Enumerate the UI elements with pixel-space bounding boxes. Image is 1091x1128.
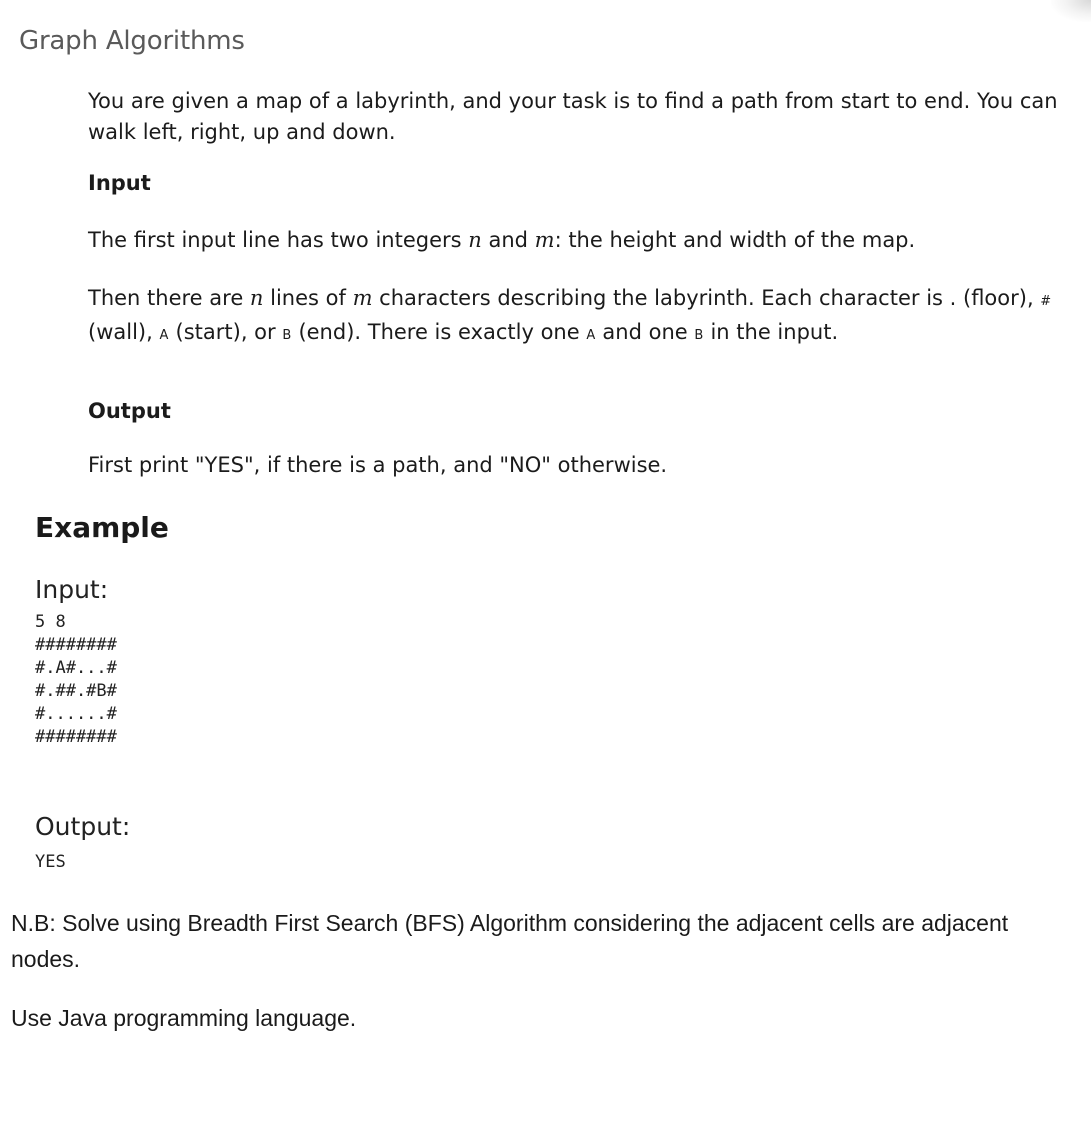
text-span: (end). There is exactly one — [291, 320, 587, 344]
text-span: and — [481, 228, 535, 252]
text-span: : the height and width of the map. — [554, 228, 916, 252]
text-span: characters describing the labyrinth. Each character is . (floor), — [372, 286, 1041, 310]
text-span: lines of — [263, 286, 353, 310]
input-description-line2 — [88, 283, 1063, 351]
text-span: Then there are — [88, 286, 250, 310]
example-output-label: Output: — [35, 812, 131, 841]
output-description: First print "YES", if there is a path, and "NO" otherwise. — [88, 453, 668, 477]
example-output-code: YES — [35, 852, 66, 872]
start-symbol: A — [159, 328, 169, 343]
page-title: Graph Algorithms — [19, 26, 245, 56]
example-input-code: 5 8 ######## #.A#...# #.##.#B# #......# ######## — [35, 612, 117, 747]
text-span: (start), or — [168, 320, 283, 344]
input-heading: Input — [88, 171, 151, 195]
text-span: (wall), — [88, 320, 160, 344]
end-symbol: B — [694, 328, 704, 343]
example-heading: Example — [35, 511, 169, 544]
example-input-label: Input: — [35, 575, 109, 604]
wall-symbol: # — [1040, 294, 1052, 309]
output-heading: Output — [88, 399, 171, 423]
language-note: Use Java programming language. — [11, 1005, 357, 1031]
corner-shadow — [1051, 0, 1091, 22]
math-m: m — [534, 228, 555, 252]
start-symbol: A — [586, 328, 596, 343]
intro-paragraph: You are given a map of a labyrinth, and your task is to find a path from start to end. You can walk left, right, up and down. — [88, 89, 1058, 144]
end-symbol: B — [282, 328, 292, 343]
bfs-note: N.B: Solve using Breadth First Search (BFS) Algorithm considering the adjacent cells are adjacent nodes. — [11, 910, 1009, 972]
math-m: m — [352, 286, 373, 310]
text-span: The first input line has two integers — [88, 228, 469, 252]
text-span: in the input. — [703, 320, 839, 344]
input-description-line1 — [88, 225, 1063, 256]
math-n: n — [468, 228, 482, 252]
math-n: n — [249, 286, 264, 310]
text-span: and one — [595, 320, 695, 344]
